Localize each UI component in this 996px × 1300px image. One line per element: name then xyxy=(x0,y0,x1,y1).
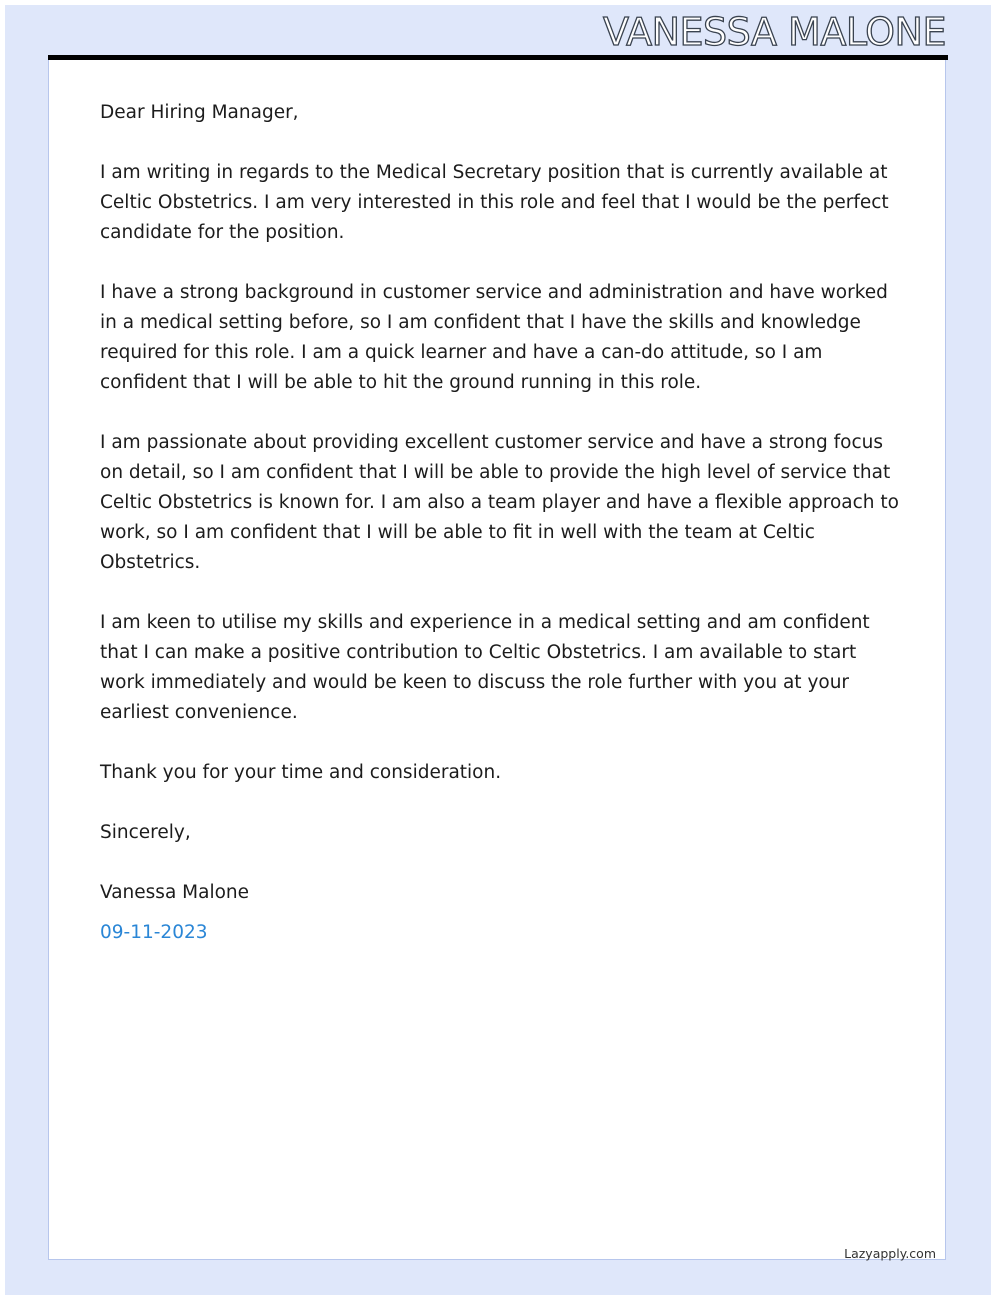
footer-brand: Lazyapply.com xyxy=(844,1246,936,1261)
paragraph-2: I have a strong background in customer service and administration and have worked in a medical setting before, so I am confident that I have the skills and knowledge required for this role. I am a quick learner and have a can-do attitude, so I am confident that I will be able to hit the ground running in this role. xyxy=(100,282,888,393)
name-header: VANESSA MALONE xyxy=(603,10,946,54)
letter-date: 09-11-2023 xyxy=(100,922,208,943)
letter-body xyxy=(100,98,900,978)
salutation: Dear Hiring Manager, xyxy=(100,102,299,123)
closing: Sincerely, xyxy=(100,822,191,843)
signature-name: Vanessa Malone xyxy=(100,882,250,903)
paragraph-1: I am writing in regards to the Medical Secretary position that is currently available at Celtic Obstetrics. I am very interested in this role and feel that I would be the perfect candidate for the position. xyxy=(100,162,889,243)
thanks-line: Thank you for your time and consideration. xyxy=(100,762,502,783)
paragraph-3: I am passionate about providing excellent customer service and have a strong focus on detail, so I am confident that I will be able to provide the high level of service that Celtic Obstetrics is known for. I am also a team player and have a flexible approach to work, so I am confident that I will be able to fit in well with the team at Celtic Obstetrics. xyxy=(100,432,899,573)
paragraph-4: I am keen to utilise my skills and experience in a medical setting and am confident that I can make a positive contribution to Celtic Obstetrics. I am available to start work immediately and would be keen to discuss the role further with you at your earliest convenience. xyxy=(100,612,870,723)
